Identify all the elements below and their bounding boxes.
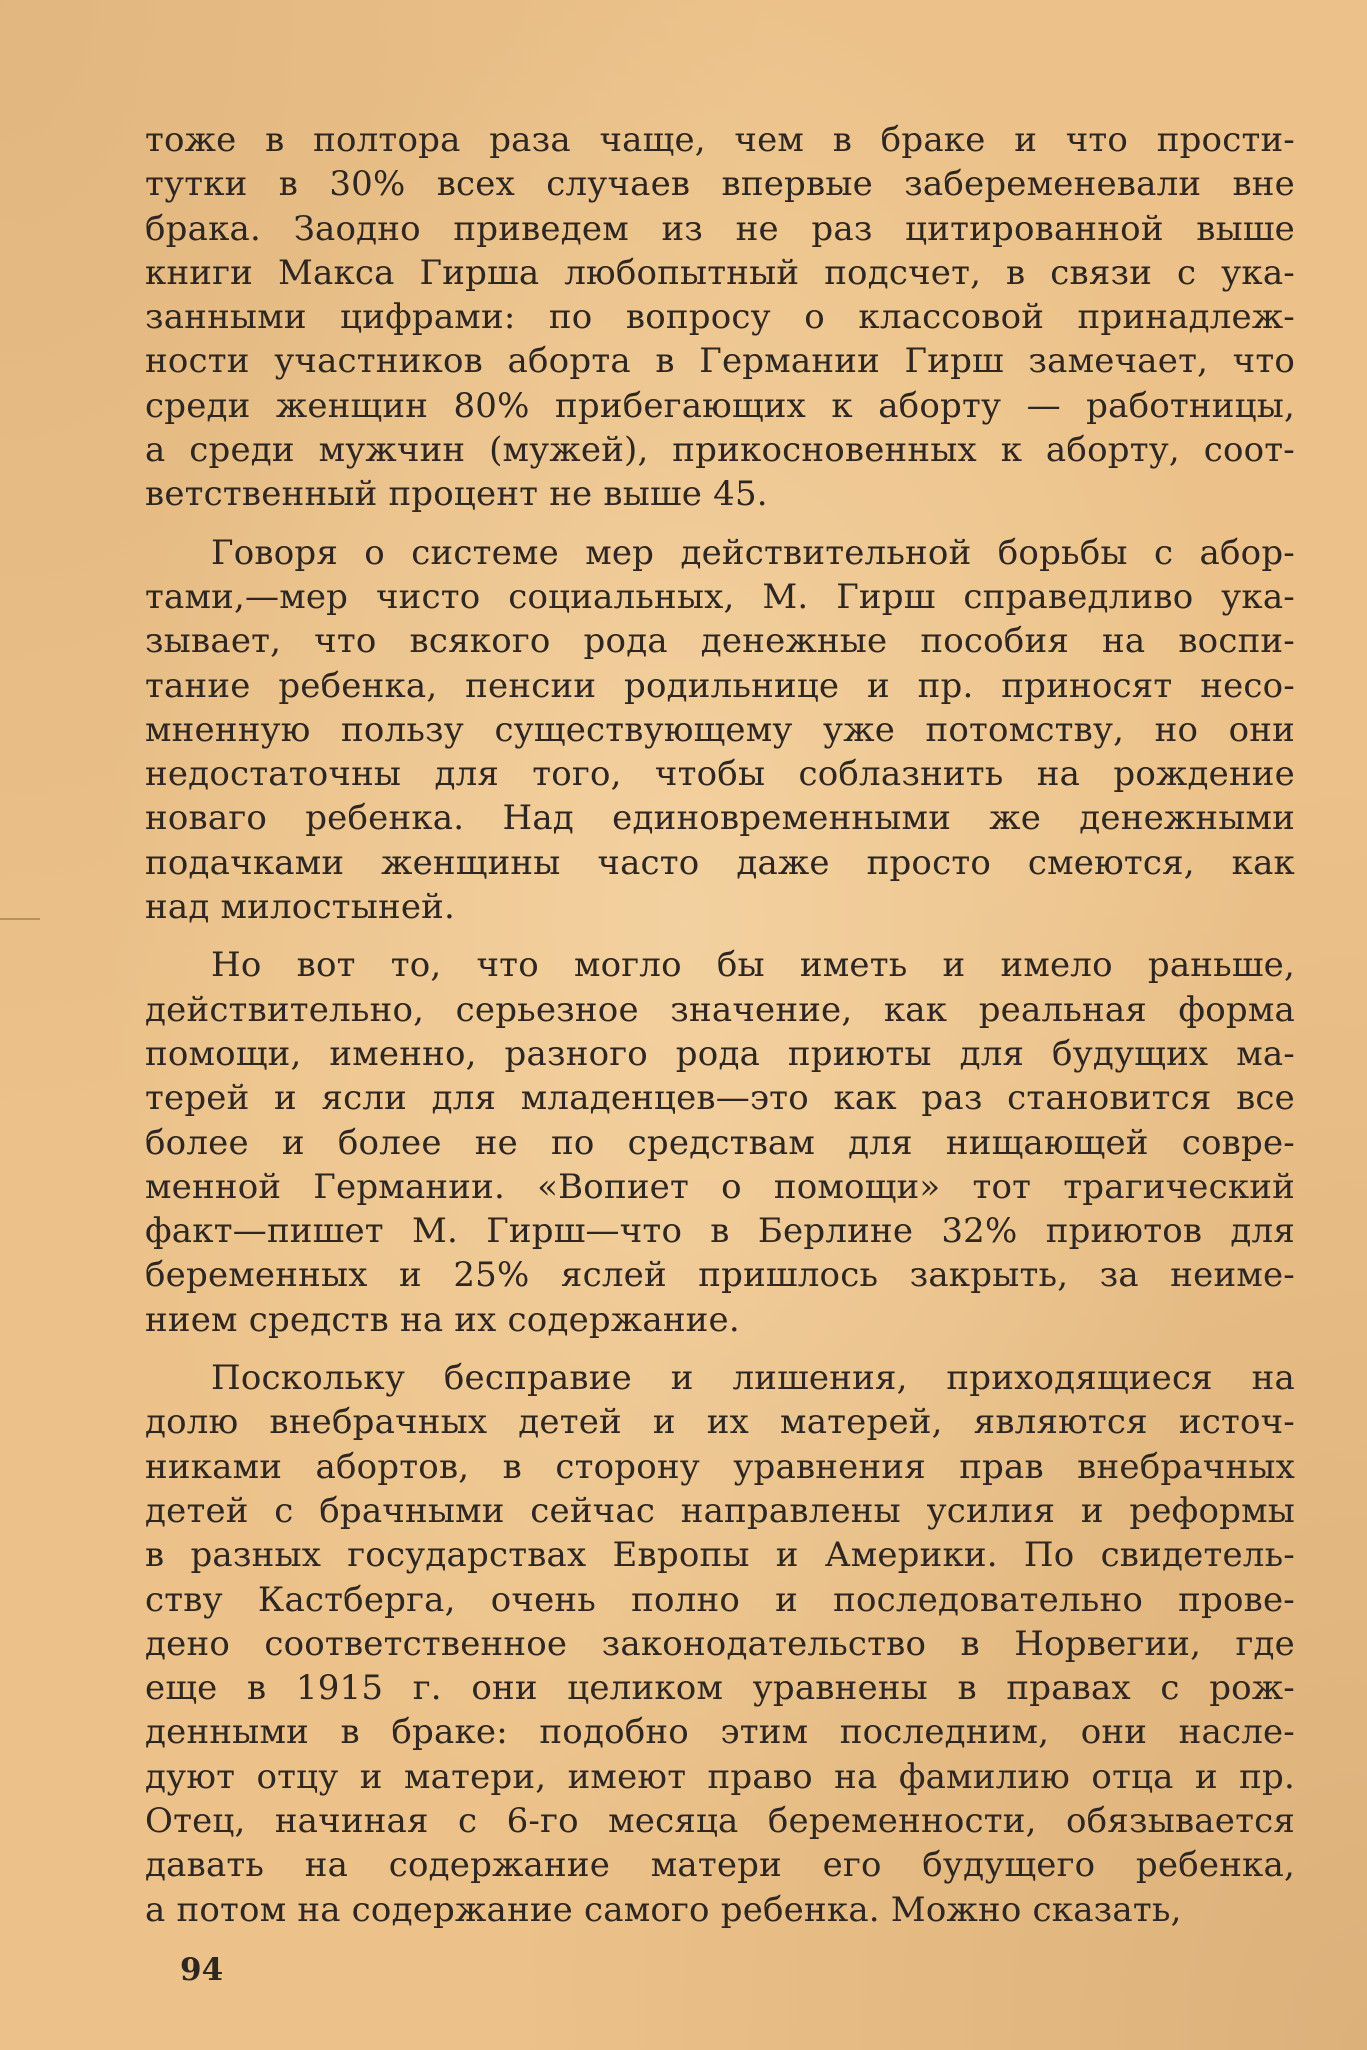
paragraph: [145, 118, 1295, 517]
text-line: ветственный процент не выше 45.: [145, 474, 768, 515]
text-line: а среди мужчин (мужей), прикосновенных к аборту, соот-: [145, 430, 1295, 471]
text-line: долю внебрачных детей и их матерей, являются источ-: [145, 1402, 1295, 1443]
text-line: тоже в полтора раза чаще, чем в браке и что прости-: [145, 120, 1295, 160]
text-line: мненную пользу существующему уже потомству, но они: [145, 709, 1295, 750]
text-line: тание ребенка, пенсии родильнице и пр. приносят несо-: [145, 665, 1295, 706]
text-line: ности участников аборта в Германии Гирш замечает, что: [145, 341, 1295, 382]
text-line: подачками женщины часто даже просто смеются, как: [145, 842, 1295, 883]
text-line: еще в 1915 г. они целиком уравнены в правах с рож-: [145, 1668, 1295, 1709]
text-line: дено соответственное законодательство в Норвегии, где: [145, 1623, 1295, 1664]
text-line: ству Кастберга, очень полно и последовательно прове-: [145, 1579, 1295, 1620]
paragraph: [145, 531, 1295, 930]
text-line: беременных и 25% яслей пришлось закрыть, за неиме-: [145, 1255, 1295, 1296]
text-line: терей и ясли для младенцев—это как раз становится все: [145, 1078, 1295, 1119]
scan-mark: [0, 918, 40, 920]
text-line: среди женщин 80% прибегающих к аборту — работницы,: [145, 385, 1295, 426]
text-line: детей с брачными сейчас направлены усилия и реформы: [145, 1490, 1295, 1531]
text-line: тами,—мер чисто социальных, М. Гирш справедливо ука-: [145, 576, 1295, 617]
text-line: недостаточны для того, чтобы соблазнить на рождение: [145, 754, 1295, 795]
text-line: Поскольку бесправие и лишения, приходящиеся на: [211, 1358, 1295, 1399]
body-text: [145, 118, 1295, 1932]
text-line: помощи, именно, разного рода приюты для будущих ма-: [145, 1033, 1295, 1074]
text-line: брака. Заодно приведем из не раз цитированной выше: [145, 208, 1295, 249]
paragraph: [145, 1356, 1295, 1932]
text-line: новаго ребенка. Над единовременными же денежными: [145, 798, 1295, 839]
text-line: денными в браке: подобно этим последним, они насле-: [145, 1712, 1295, 1753]
text-line: действительно, серьезное значение, как реальная форма: [145, 989, 1295, 1030]
paragraph: [145, 943, 1295, 1342]
text-line: нием средств на их содержание.: [145, 1299, 740, 1340]
text-line: а потом на содержание самого ребенка. Можно сказать,: [145, 1889, 1182, 1930]
text-line: тутки в 30% всех случаев впервые забеременевали вне: [145, 164, 1295, 205]
text-line: факт—пишет М. Гирш—что в Берлине 32% приютов для: [145, 1211, 1295, 1252]
text-line: давать на содержание матери его будущего ребенка,: [145, 1845, 1295, 1886]
text-line: более и более не по средствам для нищающей совре-: [145, 1122, 1295, 1163]
text-line: над милостыней.: [145, 887, 456, 928]
text-line: Отец, начиная с 6-го месяца беременности, обязывается: [145, 1800, 1295, 1841]
text-line: Говоря о системе мер действительной борьбы с абор-: [211, 532, 1295, 573]
text-line: занными цифрами: по вопросу о классовой принадлеж-: [145, 297, 1295, 338]
text-line: Но вот то, что могло бы иметь и имело раньше,: [211, 945, 1295, 986]
page-number: 94: [180, 1952, 224, 1988]
text-line: книги Макса Гирша любопытный подсчет, в связи с ука-: [145, 252, 1295, 293]
text-line: менной Германии. «Вопиет о помощи» тот трагический: [145, 1166, 1295, 1207]
text-line: зывает, что всякого рода денежные пособия на воспи-: [145, 621, 1295, 662]
text-line: в разных государствах Европы и Америки. По свидетель-: [145, 1535, 1295, 1576]
text-line: никами абортов, в сторону уравнения прав внебрачных: [145, 1446, 1295, 1487]
text-line: дуют отцу и матери, имеют право на фамилию отца и пр.: [145, 1756, 1295, 1797]
